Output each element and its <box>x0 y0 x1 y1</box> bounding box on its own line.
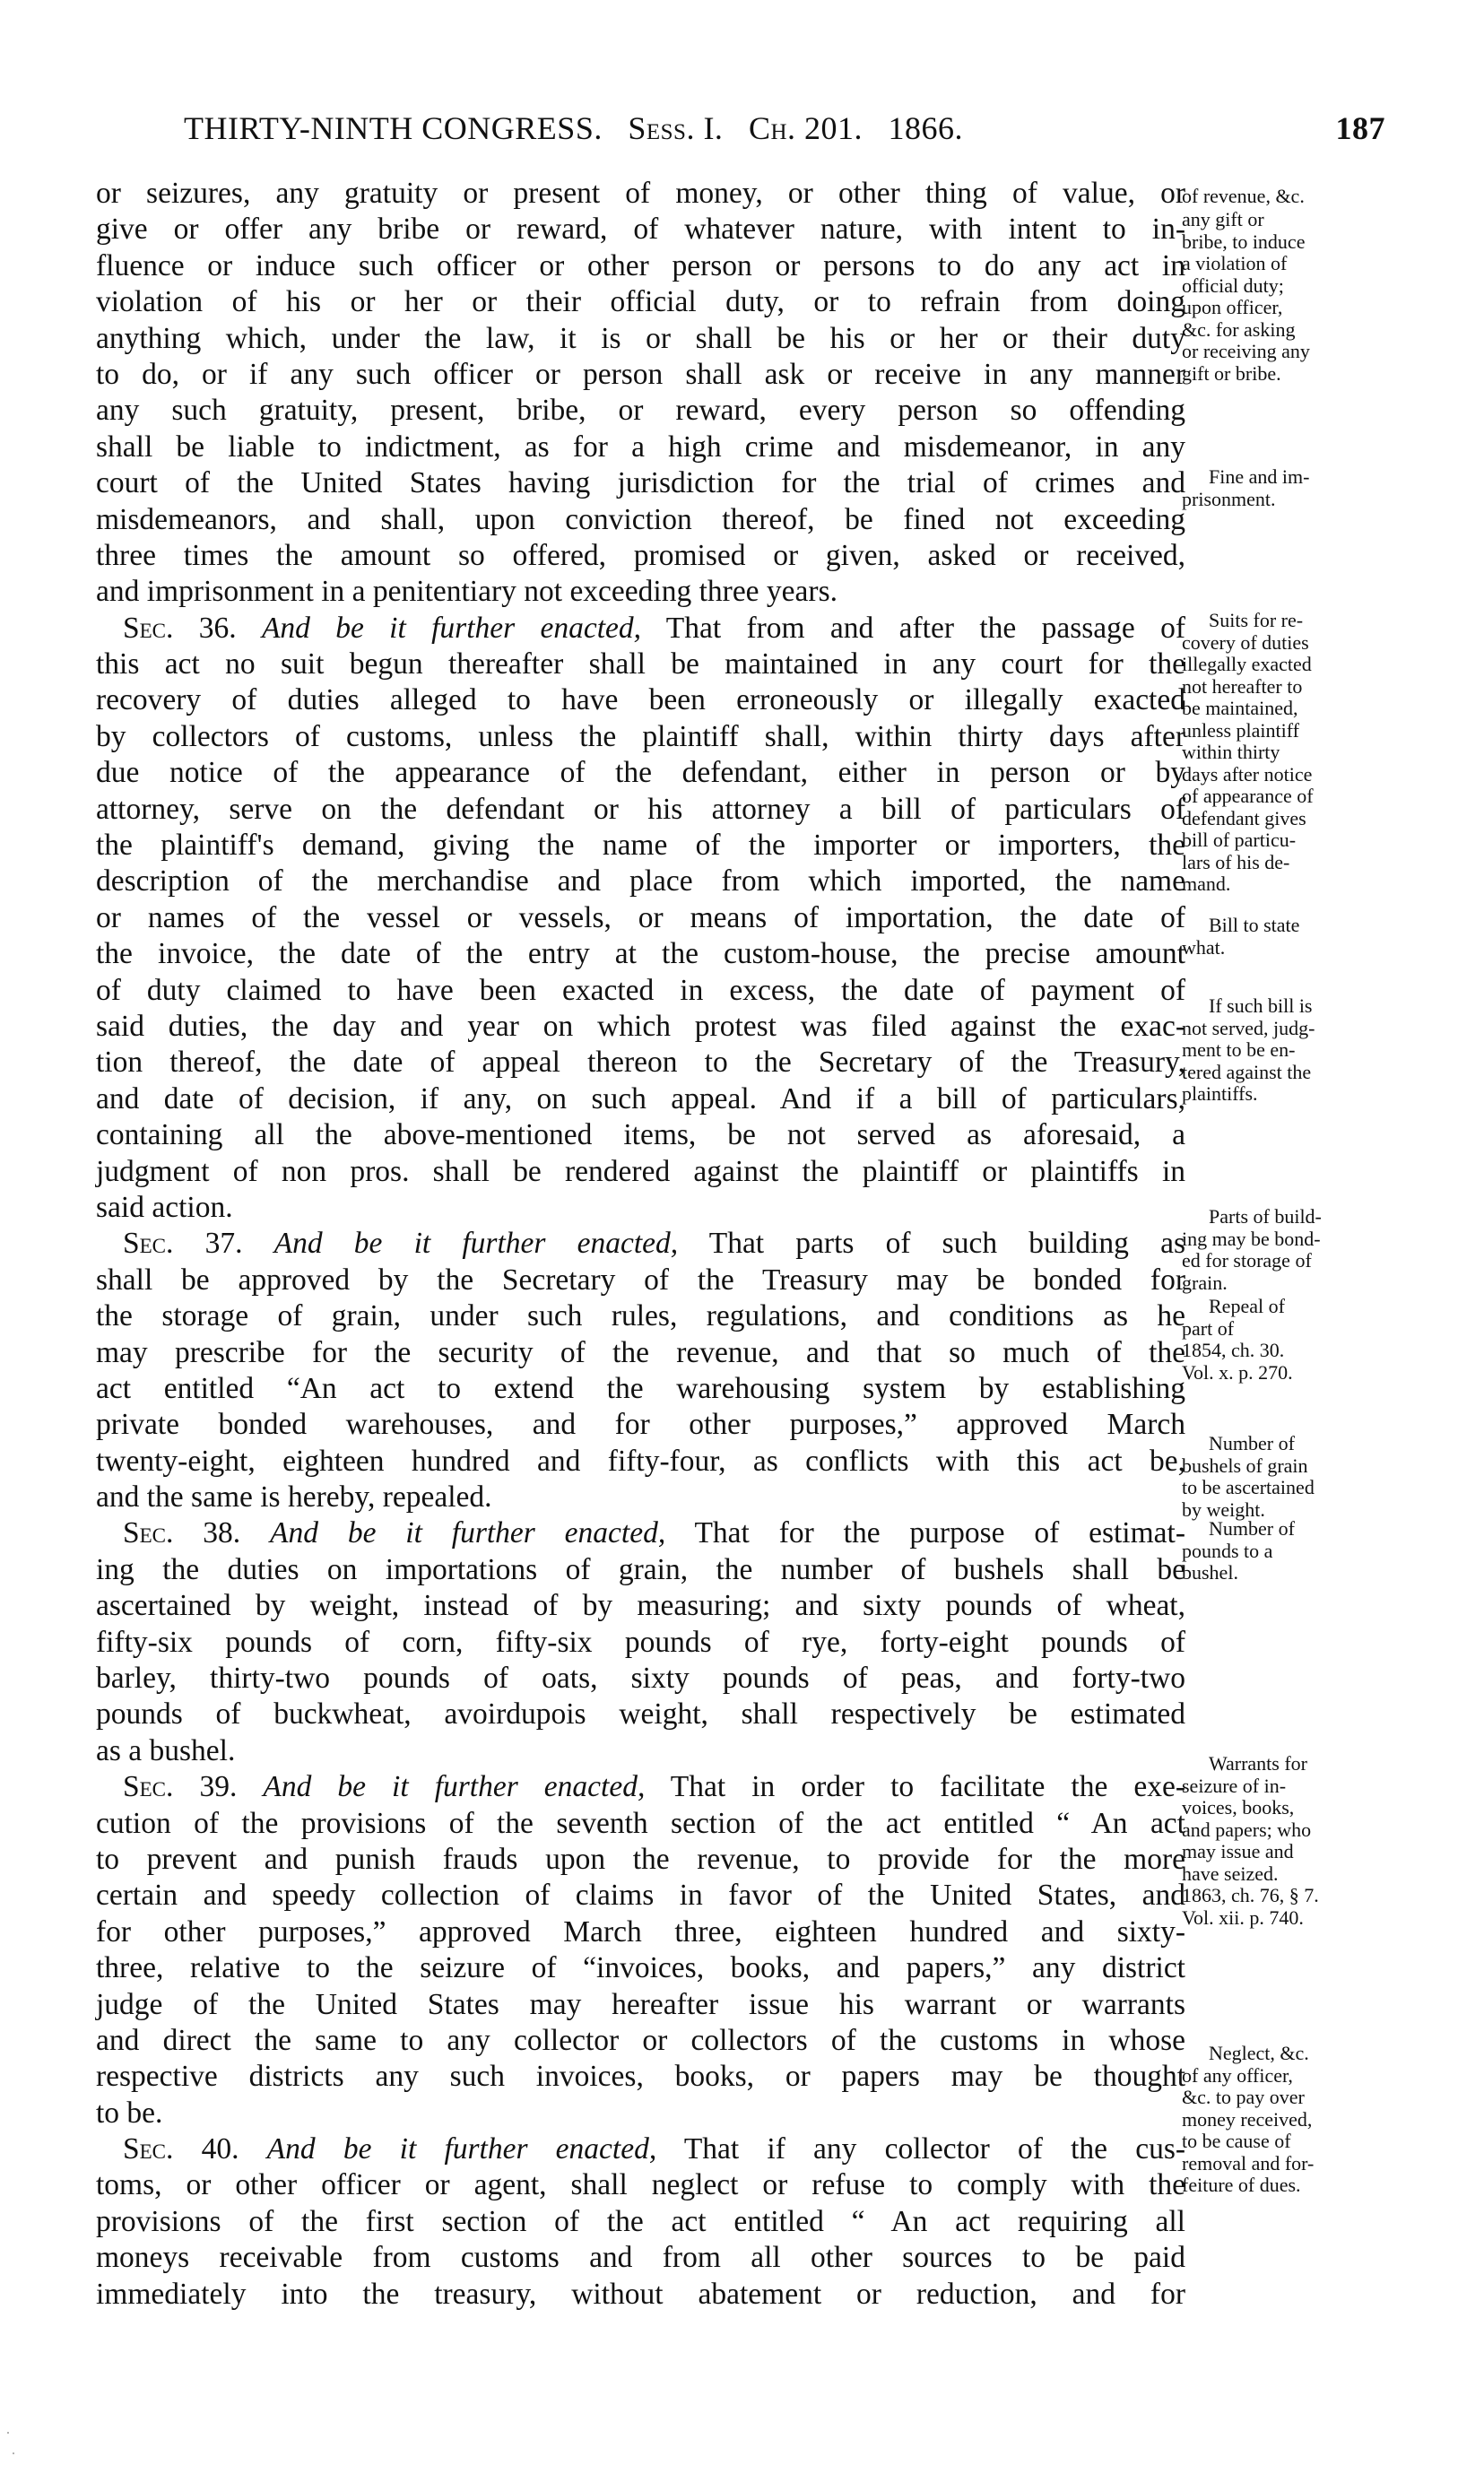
section-number: Sec. 39. <box>123 1770 238 1804</box>
margin-note <box>1182 186 1397 208</box>
margin-note <box>1182 209 1397 385</box>
margin-note <box>1182 1296 1397 1384</box>
margin-note-line: be maintained, <box>1182 697 1298 719</box>
text-line: may prescribe for the security of the revenue, and that so much of the <box>96 1335 1185 1369</box>
margin-note-line: bill of particu- <box>1182 829 1297 851</box>
running-header <box>184 109 1385 149</box>
margin-note <box>1182 1206 1397 1294</box>
margin-note-line: to be cause of <box>1182 2130 1291 2152</box>
margin-note-line: Warrants for <box>1209 1752 1308 1775</box>
text-line: misdemeanors, and shall, upon conviction thereof, be fined not exceeding <box>96 502 1185 536</box>
text-line: containing all the above-mentioned items, be not served as aforesaid, a <box>96 1118 1185 1152</box>
margin-note-line: gift or bribe. <box>1182 361 1281 385</box>
section-number: Sec. 40. <box>123 2132 239 2166</box>
text-line: shall be approved by the Secretary of the Treasury may be bonded for <box>96 1263 1185 1297</box>
margin-note-line: ed for storage of <box>1182 1249 1312 1272</box>
margin-note-line: Parts of build- <box>1209 1205 1322 1228</box>
header-chapter: Ch. 201. <box>748 110 863 146</box>
text-line: three, relative to the seizure of “invoices, books, and papers,” any district <box>96 1951 1185 1985</box>
text-line: violation of his or her or their official duty, or to refrain from doing <box>96 285 1185 319</box>
margin-note-line: &c. for asking <box>1182 317 1296 341</box>
section-number: Sec. 37. <box>123 1227 243 1261</box>
margin-note-line: bushel. <box>1182 1561 1238 1584</box>
text-line: toms, or other officer or agent, shall neglect or refuse to comply with the <box>96 2168 1185 2202</box>
section-heading-line <box>96 611 1185 647</box>
margin-note-line: Suits for re- <box>1209 609 1304 631</box>
margin-note-line: money received, <box>1182 2107 1313 2131</box>
margin-note-line: not served, judg- <box>1182 1016 1315 1039</box>
margin-note-line: pounds to a <box>1182 1539 1273 1562</box>
text-line: private bonded warehouses, and for other purposes,” approved March <box>96 1408 1185 1442</box>
text-line: or seizures, any gratuity or present of money, or other thing of value, or <box>96 177 1185 210</box>
enacting-clause: And be it further enacted, <box>270 1516 666 1550</box>
margin-note-line: lars of his de- <box>1182 850 1290 873</box>
margin-note-line: covery of duties <box>1182 630 1309 654</box>
margin-note-line: unless plaintiff <box>1182 718 1299 742</box>
margin-note-line: seizure of in- <box>1182 1774 1287 1797</box>
text-line: ascertained by weight, instead of by measuring; and sixty pounds of wheat, <box>96 1589 1185 1623</box>
margin-note-line: within thirty <box>1182 741 1280 763</box>
text-line: due notice of the appearance of the defendant, either in person or by <box>96 756 1185 790</box>
text-line: moneys receivable from customs and from all other sources to be paid <box>96 2241 1185 2275</box>
margin-note-line: and papers; who <box>1182 1818 1312 1841</box>
margin-note-line: ing may be bond- <box>1182 1227 1321 1250</box>
margin-note-line: have seized. <box>1182 1862 1279 1885</box>
text-line: ing the duties on importations of grain, the number of bushels shall be <box>96 1552 1185 1586</box>
text-line: respective districts any such invoices, books, or papers may be thought <box>96 2060 1185 2094</box>
margin-note-line: grain. <box>1182 1271 1228 1294</box>
section-text: That in order to facilitate the exe- <box>645 1770 1185 1804</box>
margin-note-line: 1854, ch. 30. <box>1182 1339 1285 1361</box>
section-heading-line <box>96 1515 1185 1551</box>
text-line: act entitled “An act to extend the warehousing system by establishing <box>96 1371 1185 1405</box>
text-line: to be. <box>96 2096 163 2130</box>
margin-note <box>1182 2043 1397 2197</box>
text-line: the plaintiff's demand, giving the name of the importer or importers, the <box>96 829 1185 863</box>
text-line: said duties, the day and year on which protest was filed against the exac- <box>96 1009 1185 1043</box>
text-line: cution of the provisions of the seventh section of the act entitled “ An act <box>96 1806 1185 1840</box>
margin-note-line: ment to be en- <box>1182 1038 1296 1061</box>
text-line: tion thereof, the date of appeal thereon to the Secretary of the Treasury, <box>96 1046 1185 1080</box>
margin-note <box>1182 610 1397 896</box>
margin-note-line: bushels of grain <box>1182 1454 1308 1477</box>
text-line: the storage of grain, under such rules, regulations, and conditions as he <box>96 1299 1185 1333</box>
text-line: and direct the same to any collector or collectors of the customs in whose <box>96 2023 1185 2057</box>
scan-artifact <box>7 2432 9 2434</box>
header-title <box>184 109 963 147</box>
margin-note-line: upon officer, <box>1182 296 1283 318</box>
margin-note <box>1182 915 1397 959</box>
text-line: shall be liable to indictment, as for a high crime and misdemeanor, in any <box>96 430 1185 464</box>
header-year: 1866. <box>888 110 964 146</box>
margin-note-line: to be ascertained <box>1182 1476 1315 1498</box>
section-heading-line <box>96 1226 1185 1262</box>
text-line: attorney, serve on the defendant or his attorney a bill of particulars of <box>96 792 1185 826</box>
margin-note <box>1182 1518 1397 1584</box>
text-line: certain and speedy collection of claims in favor of the United States, and <box>96 1879 1185 1913</box>
margin-note <box>1182 995 1397 1106</box>
text-line: and the same is hereby, repealed. <box>96 1480 492 1515</box>
margin-note-line: of appearance of <box>1182 785 1314 807</box>
scan-artifact <box>13 2452 14 2454</box>
margin-note <box>1182 1433 1397 1521</box>
text-line: judgment of non pros. shall be rendered against the plaintiff or plaintiffs in <box>96 1154 1185 1188</box>
text-line: pounds of buckwheat, avoirdupois weight, shall respectively be estimated <box>96 1697 1185 1732</box>
margin-note-line: 1863, ch. 76, § 7. <box>1182 1884 1319 1906</box>
statute-body-text <box>96 176 1185 2313</box>
margin-note-line: official duty; <box>1182 273 1284 297</box>
margin-note-line: of revenue, &c. <box>1182 185 1305 207</box>
margin-note <box>1182 466 1397 510</box>
text-line: of duty claimed to have been exacted in excess, the date of payment of <box>96 973 1185 1007</box>
section-text: That for the purpose of estimat- <box>665 1516 1186 1550</box>
section-text: That parts of such building as <box>678 1227 1186 1261</box>
text-line: the invoice, the date of the entry at the custom-house, the precise amount <box>96 937 1185 971</box>
text-line: three times the amount so offered, promised or given, asked or received, <box>96 538 1185 572</box>
margin-note-line: Bill to state <box>1209 914 1300 936</box>
section-heading-line <box>96 1769 1185 1805</box>
text-line: or names of the vessel or vessels, or means of importation, the date of <box>96 900 1185 934</box>
margin-note-line: &c. to pay over <box>1182 2086 1305 2108</box>
margin-note-line: Vol. x. p. 270. <box>1182 1360 1293 1384</box>
text-line: and imprisonment in a penitentiary not exceeding three years. <box>96 575 837 609</box>
text-line: give or offer any bribe or reward, of whatever nature, with intent to in- <box>96 213 1185 247</box>
text-line: by collectors of customs, unless the plaintiff shall, within thirty days after <box>96 719 1185 753</box>
margin-note-line: defendant gives <box>1182 806 1306 829</box>
text-line: recovery of duties alleged to have been erroneously or illegally exacted <box>96 683 1185 717</box>
text-line: twenty-eight, eighteen hundred and fifty-four, as conflicts with this act be, <box>96 1444 1185 1478</box>
margin-note-line: tered against the <box>1182 1060 1312 1083</box>
margin-note-line: any gift or <box>1182 208 1264 230</box>
text-line: fluence or induce such officer or other person or persons to do any act in <box>96 248 1185 282</box>
margin-note-line: may issue and <box>1182 1840 1294 1862</box>
text-line: description of the merchandise and place from which imported, the name <box>96 864 1185 898</box>
margin-note <box>1182 1753 1397 1929</box>
text-line: this act no suit begun thereafter shall be maintained in any court for the <box>96 647 1185 681</box>
enacting-clause: And be it further enacted, <box>273 1227 679 1261</box>
margin-note-line: plaintiffs. <box>1182 1082 1258 1105</box>
text-line: provisions of the first section of the act entitled “ An act requiring all <box>96 2204 1185 2238</box>
margin-note-line: Vol. xii. p. 740. <box>1182 1905 1304 1929</box>
margin-note-line: mand. <box>1182 872 1231 895</box>
margin-note-line: a violation of <box>1182 252 1288 274</box>
header-session: Sess. I. <box>628 110 724 146</box>
section-heading-line <box>96 2131 1185 2167</box>
margin-note-line: Number of <box>1209 1432 1295 1454</box>
text-line: for other purposes,” approved March three, eighteen hundred and sixty- <box>96 1914 1185 1949</box>
margin-note-line: by weight. <box>1182 1497 1265 1521</box>
text-line: barley, thirty-two pounds of oats, sixty pounds of peas, and forty-two <box>96 1662 1185 1696</box>
margin-note-line: feiture of dues. <box>1182 2174 1301 2196</box>
enacting-clause: And be it further enacted, <box>261 611 642 645</box>
margin-note-line: bribe, to induce <box>1182 230 1306 253</box>
text-line: anything which, under the law, it is or shall be his or her or their duty <box>96 321 1185 355</box>
margin-note-line: what. <box>1182 935 1226 959</box>
section-number: Sec. 36. <box>123 611 237 645</box>
margin-note-line: Number of <box>1209 1517 1295 1540</box>
text-line: judge of the United States may hereafter issue his warrant or warrants <box>96 1987 1185 2021</box>
text-line: to prevent and punish frauds upon the revenue, to provide for the more <box>96 1842 1185 1876</box>
enacting-clause: And be it further enacted, <box>263 1770 646 1804</box>
margin-note-line: Repeal of <box>1209 1295 1285 1317</box>
section-text: That if any collector of the cus- <box>656 2132 1186 2166</box>
text-line: court of the United States having jurisdiction for the trial of crimes and <box>96 466 1185 500</box>
enacting-clause: And be it further enacted, <box>266 2132 657 2166</box>
margin-note-line: If such bill is <box>1209 994 1313 1017</box>
page-number: 187 <box>1335 110 1385 146</box>
text-line: immediately into the treasury, without abatement or reduction, and for <box>96 2277 1185 2311</box>
margin-note-line: not hereafter to <box>1182 674 1303 698</box>
text-line: as a bushel. <box>96 1733 236 1767</box>
margin-note-line: days after notice <box>1182 762 1313 786</box>
margin-note-line: part of <box>1182 1316 1235 1340</box>
margin-note-line: prisonment. <box>1182 487 1276 510</box>
text-line: and date of decision, if any, on such appeal. And if a bill of particulars, <box>96 1081 1185 1115</box>
text-line: fifty-six pounds of corn, fifty-six pounds of rye, forty-eight pounds of <box>96 1625 1185 1659</box>
text-line: to do, or if any such officer or person shall ask or receive in any manner <box>96 357 1185 391</box>
margin-note-line: Neglect, &c. <box>1209 2042 1309 2064</box>
text-line: said action. <box>96 1190 233 1224</box>
margin-note-line: voices, books, <box>1182 1796 1295 1819</box>
section-number: Sec. 38. <box>123 1516 241 1550</box>
header-congress: THIRTY-NINTH CONGRESS. <box>184 110 603 146</box>
margin-note-line: Fine and im- <box>1209 465 1310 488</box>
margin-note-line: or receiving any <box>1182 340 1310 362</box>
margin-note-line: illegally exacted <box>1182 653 1312 675</box>
section-text: That from and after the passage of <box>641 611 1185 645</box>
text-line: any such gratuity, present, bribe, or reward, every person so offending <box>96 394 1185 428</box>
margin-note-line: of any officer, <box>1182 2063 1293 2087</box>
margin-note-line: removal and for- <box>1182 2151 1315 2175</box>
